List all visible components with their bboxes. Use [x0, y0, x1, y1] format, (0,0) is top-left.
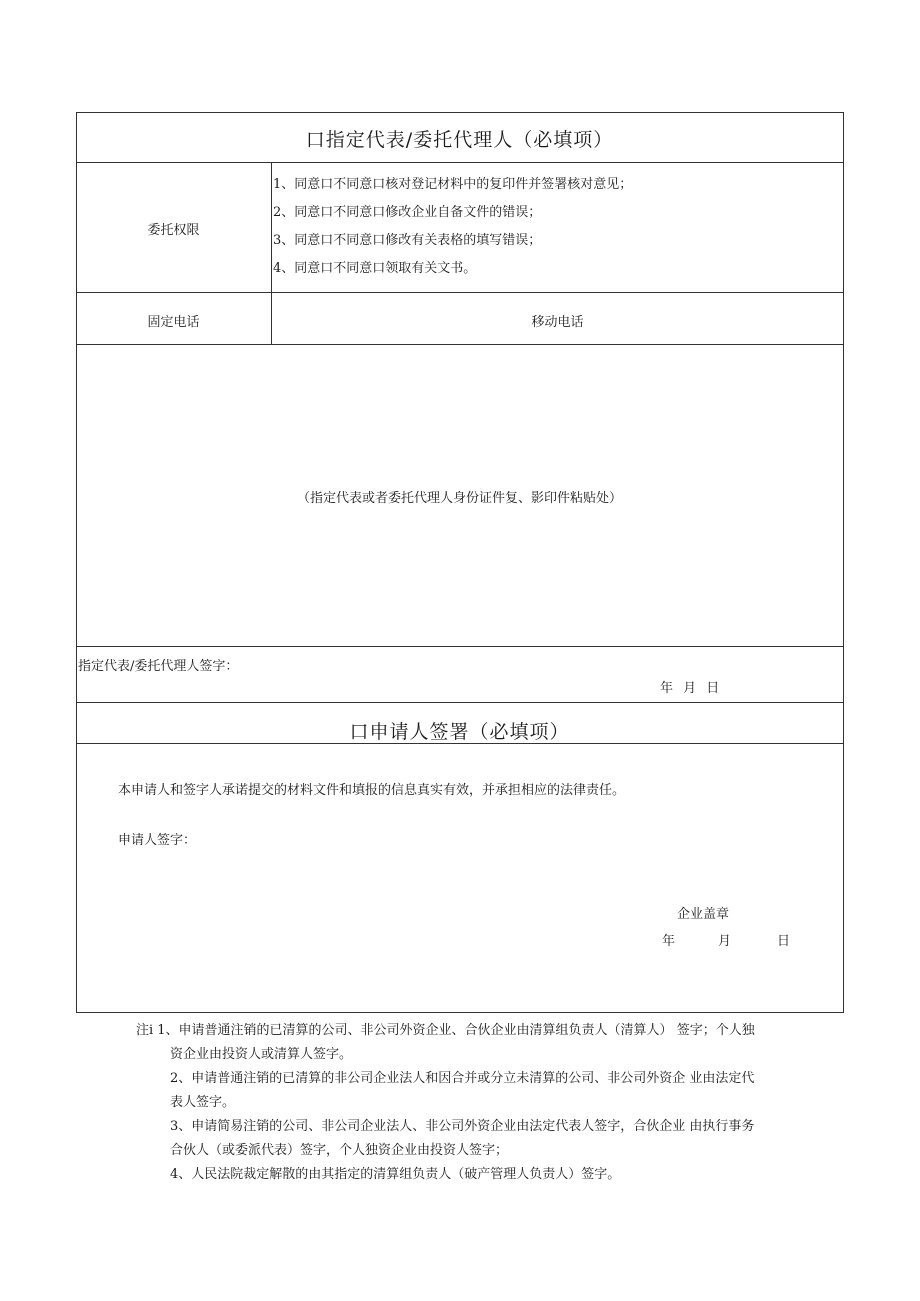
- table-left-border: [76, 112, 77, 1013]
- applicant-signature-label: 申请人签字：: [118, 833, 197, 848]
- table-right-border: [843, 112, 844, 1013]
- row-divider-id-paste: [76, 646, 844, 647]
- permission-item-1: 1、同意口不同意口核对登记材料中的复印件并签署核对意见；: [273, 177, 633, 192]
- row-divider-authority: [76, 292, 844, 293]
- date-month: 月: [718, 934, 732, 949]
- row-divider-signature: [76, 702, 844, 703]
- note-3-line-1: 3、申请简易注销的公司、非公司企业法人、非公司外资企业由法定代表人签字，合伙企业 由执行事务: [170, 1119, 755, 1134]
- permission-item-4: 4、同意口不同意口领取有关文书。: [273, 261, 477, 276]
- table-top-border: [76, 112, 844, 113]
- permission-item-2: 2、同意口不同意口修改企业自备文件的错误；: [273, 205, 542, 220]
- row-divider-phone: [76, 344, 844, 345]
- company-seal-label: 企业盖章: [677, 907, 730, 922]
- permission-item-3: 3、同意口不同意口修改有关表格的填写错误；: [273, 233, 542, 248]
- note-4-line-1: 4、人民法院裁定解散的由其指定的清算组负责人（破产管理人负责人）签字。: [170, 1167, 621, 1182]
- declaration-text: 本申请人和签字人承诺提交的材料文件和填报的信息真实有效，并承担相应的法律责任。: [118, 783, 626, 798]
- row-divider-title: [76, 162, 844, 163]
- mobile-phone-label: 移动电话: [531, 315, 584, 330]
- section1-title: 口指定代表/委托代理人（必填项）: [305, 129, 614, 151]
- id-paste-hint: （指定代表或者委托代理人身份证件复、影印件粘贴处）: [296, 491, 622, 506]
- agent-signature-date: 年 月 日: [660, 681, 723, 696]
- table-bottom-border: [76, 1012, 844, 1013]
- fixed-phone-label: 固定电话: [147, 315, 200, 330]
- agent-signature-label: 指定代表/委托代理人签字：: [78, 659, 239, 674]
- note-1-line-1: 注i 1、申请普通注销的已清算的公司、非公司外资企业、合伙企业由清算组负责人（清算人） 签字；个人独: [136, 1023, 755, 1038]
- note-2-line-1: 2、申请普通注销的已清算的非公司企业法人和因合并或分立未清算的公司、非公司外资企 业由法定代: [170, 1071, 755, 1086]
- section2-title: 口申请人签署（必填项）: [349, 721, 570, 743]
- authority-label: 委托权限: [147, 223, 200, 238]
- date-day: 日: [777, 934, 791, 949]
- date-year: 年: [662, 934, 676, 949]
- note-3-line-2: 合伙人（或委派代表）签字，个人独资企业由投资人签字；: [170, 1143, 509, 1158]
- note-1-line-2: 资企业由投资人或清算人签字。: [170, 1047, 353, 1062]
- note-2-line-2: 表人签字。: [170, 1095, 236, 1110]
